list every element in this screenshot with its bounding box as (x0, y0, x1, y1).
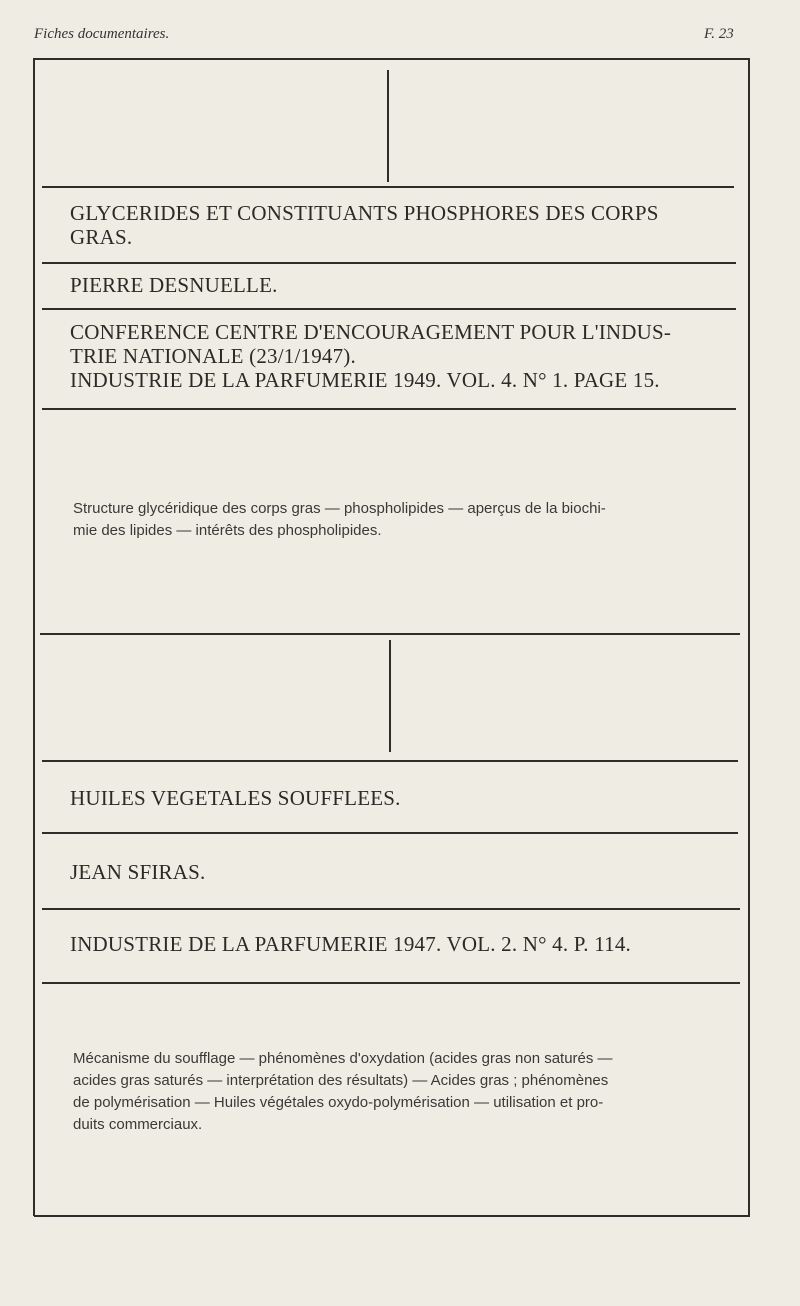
card-1-title: GLYCERIDES ET CONSTITUANTS PHOSPHORES DES CORPS GRAS. (70, 201, 659, 249)
card-1-rule-title (42, 186, 734, 188)
card-1-author: PIERRE DESNUELLE. (70, 273, 278, 297)
card-1-rule-source (42, 308, 736, 310)
card-1-rule-summary (42, 408, 736, 410)
card-separator (40, 633, 740, 635)
running-header-left: Fiches documentaires. (34, 26, 170, 42)
frame-left (33, 58, 35, 1216)
card-2-author: JEAN SFIRAS. (70, 860, 206, 884)
card-2-summary: Mécanisme du soufflage — phénomènes d'oxydation (acides gras non saturés — acides gras saturés — interprétation des résultats) — Acides gras ; phénomènes de polymérisation — Huiles végétales oxydo-polymérisation — utilisation et pro- duits commerciaux. (73, 1050, 613, 1133)
card-2-rule-summary (42, 982, 740, 984)
card-1-rule-author (42, 262, 736, 264)
card-2-rule-title (42, 760, 738, 762)
frame-right (748, 58, 750, 1216)
frame-top (34, 58, 750, 60)
card-2-divider (389, 640, 391, 752)
card-1-source: CONFERENCE CENTRE D'ENCOURAGEMENT POUR L'INDUS- TRIE NATIONALE (23/1/1947). INDUSTRIE DE LA PARFUMERIE 1949. VOL. 4. N° 1. PAGE 15. (70, 320, 672, 392)
card-2-title: HUILES VEGETALES SOUFFLEES. (70, 786, 401, 810)
frame-bottom (34, 1215, 750, 1217)
card-2-rule-source (42, 908, 740, 910)
card-2-rule-author (42, 832, 738, 834)
card-2-source: INDUSTRIE DE LA PARFUMERIE 1947. VOL. 2. N° 4. P. 114. (70, 932, 631, 956)
card-1-divider (387, 70, 389, 182)
page-number: F. 23 (704, 26, 734, 42)
card-1-summary: Structure glycéridique des corps gras — phospholipides — aperçus de la biochi- mie des lipides — intérêts des phospholipides. (73, 500, 606, 539)
